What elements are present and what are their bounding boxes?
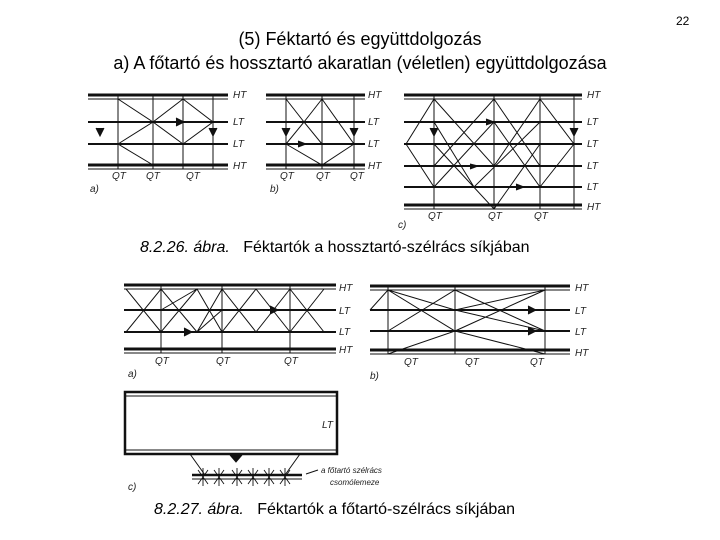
fig2-b-qt-3: QT (530, 357, 544, 368)
fig1-a-qt-3: QT (186, 171, 200, 182)
figure1-caption-number: 8.2.26. ábra. (140, 239, 230, 256)
fig1-c-lt-3: LT (587, 161, 598, 172)
fig2-panel-c-drawing (125, 392, 337, 486)
fig2-b-qt-2: QT (465, 357, 479, 368)
fig1-a-qt-1: QT (112, 171, 126, 182)
fig2-a-lt-1: LT (339, 306, 350, 317)
fig2-a-ht-bottom: HT (339, 345, 353, 356)
slide-title-line2: a) A főtartó és hossztartó akaratlan (véletlen) együttdolgozása (113, 53, 607, 73)
fig1-c-ht-top: HT (587, 90, 601, 101)
figure2-caption (154, 501, 515, 519)
fig2-a-ht-top: HT (339, 283, 353, 294)
fig1-c-lt-4: LT (587, 182, 598, 193)
figure2-caption-number: 8.2.27. ábra. (154, 501, 244, 518)
fig2-b-lt-2: LT (575, 327, 586, 338)
fig1-a-lt-2: LT (233, 139, 244, 150)
fig1-panel-c-label: c) (398, 220, 407, 231)
fig2-b-ht-top: HT (575, 283, 589, 294)
fig1-panel-b-label: b) (270, 184, 279, 195)
slide-title-line1: (5) Féktartó és együttdolgozás (238, 29, 482, 49)
fig1-c-lt-1: LT (587, 117, 598, 128)
fig1-panel-c-drawing (404, 95, 582, 209)
fig1-b-lt-2: LT (368, 139, 379, 150)
fig1-b-qt-1: QT (280, 171, 294, 182)
fig1-c-ht-bottom: HT (587, 202, 601, 213)
fig1-b-qt-3: QT (350, 171, 364, 182)
fig1-panel-a-drawing (88, 95, 228, 169)
fig2-c-annotation-2: csomólemeze (330, 478, 380, 487)
figure2-caption-text: Féktartók a főtartó-szélrács síkjában (257, 501, 516, 518)
fig1-b-ht-bottom: HT (368, 161, 382, 172)
fig1-a-lt-1: LT (233, 117, 244, 128)
fig1-c-qt-1: QT (428, 211, 442, 222)
fig2-c-annotation-1: a főtartó szélrács (321, 466, 382, 475)
fig2-b-qt-1: QT (404, 357, 418, 368)
fig1-panel-b-drawing (266, 95, 365, 169)
fig2-a-qt-2: QT (216, 356, 230, 367)
fig1-a-qt-2: QT (146, 171, 160, 182)
fig2-b-lt-1: LT (575, 306, 586, 317)
fig1-c-qt-3: QT (534, 211, 548, 222)
fig2-panel-b-label: b) (370, 371, 379, 382)
fig2-b-ht-bottom: HT (575, 348, 589, 359)
fig1-a-ht-bottom: HT (233, 161, 247, 172)
fig2-a-qt-1: QT (155, 356, 169, 367)
fig1-b-qt-2: QT (316, 171, 330, 182)
fig2-panel-c-label: c) (128, 482, 137, 493)
fig2-panel-a-drawing (124, 285, 336, 353)
fig2-a-qt-3: QT (284, 356, 298, 367)
fig2-c-lt: LT (322, 420, 333, 431)
page-number: 22 (676, 14, 690, 28)
fig2-panel-b-drawing (370, 286, 570, 354)
fig1-b-lt-1: LT (368, 117, 379, 128)
fig1-panel-a-label: a) (90, 184, 99, 195)
fig1-c-qt-2: QT (488, 211, 502, 222)
figure1-caption (140, 239, 530, 257)
fig2-panel-a-label: a) (128, 369, 137, 380)
fig1-a-ht-top: HT (233, 90, 247, 101)
figure1-caption-text: Féktartók a hossztartó-szélrács síkjában (243, 239, 530, 256)
fig1-b-ht-top: HT (368, 90, 382, 101)
fig1-c-lt-2: LT (587, 139, 598, 150)
fig2-a-lt-2: LT (339, 327, 350, 338)
